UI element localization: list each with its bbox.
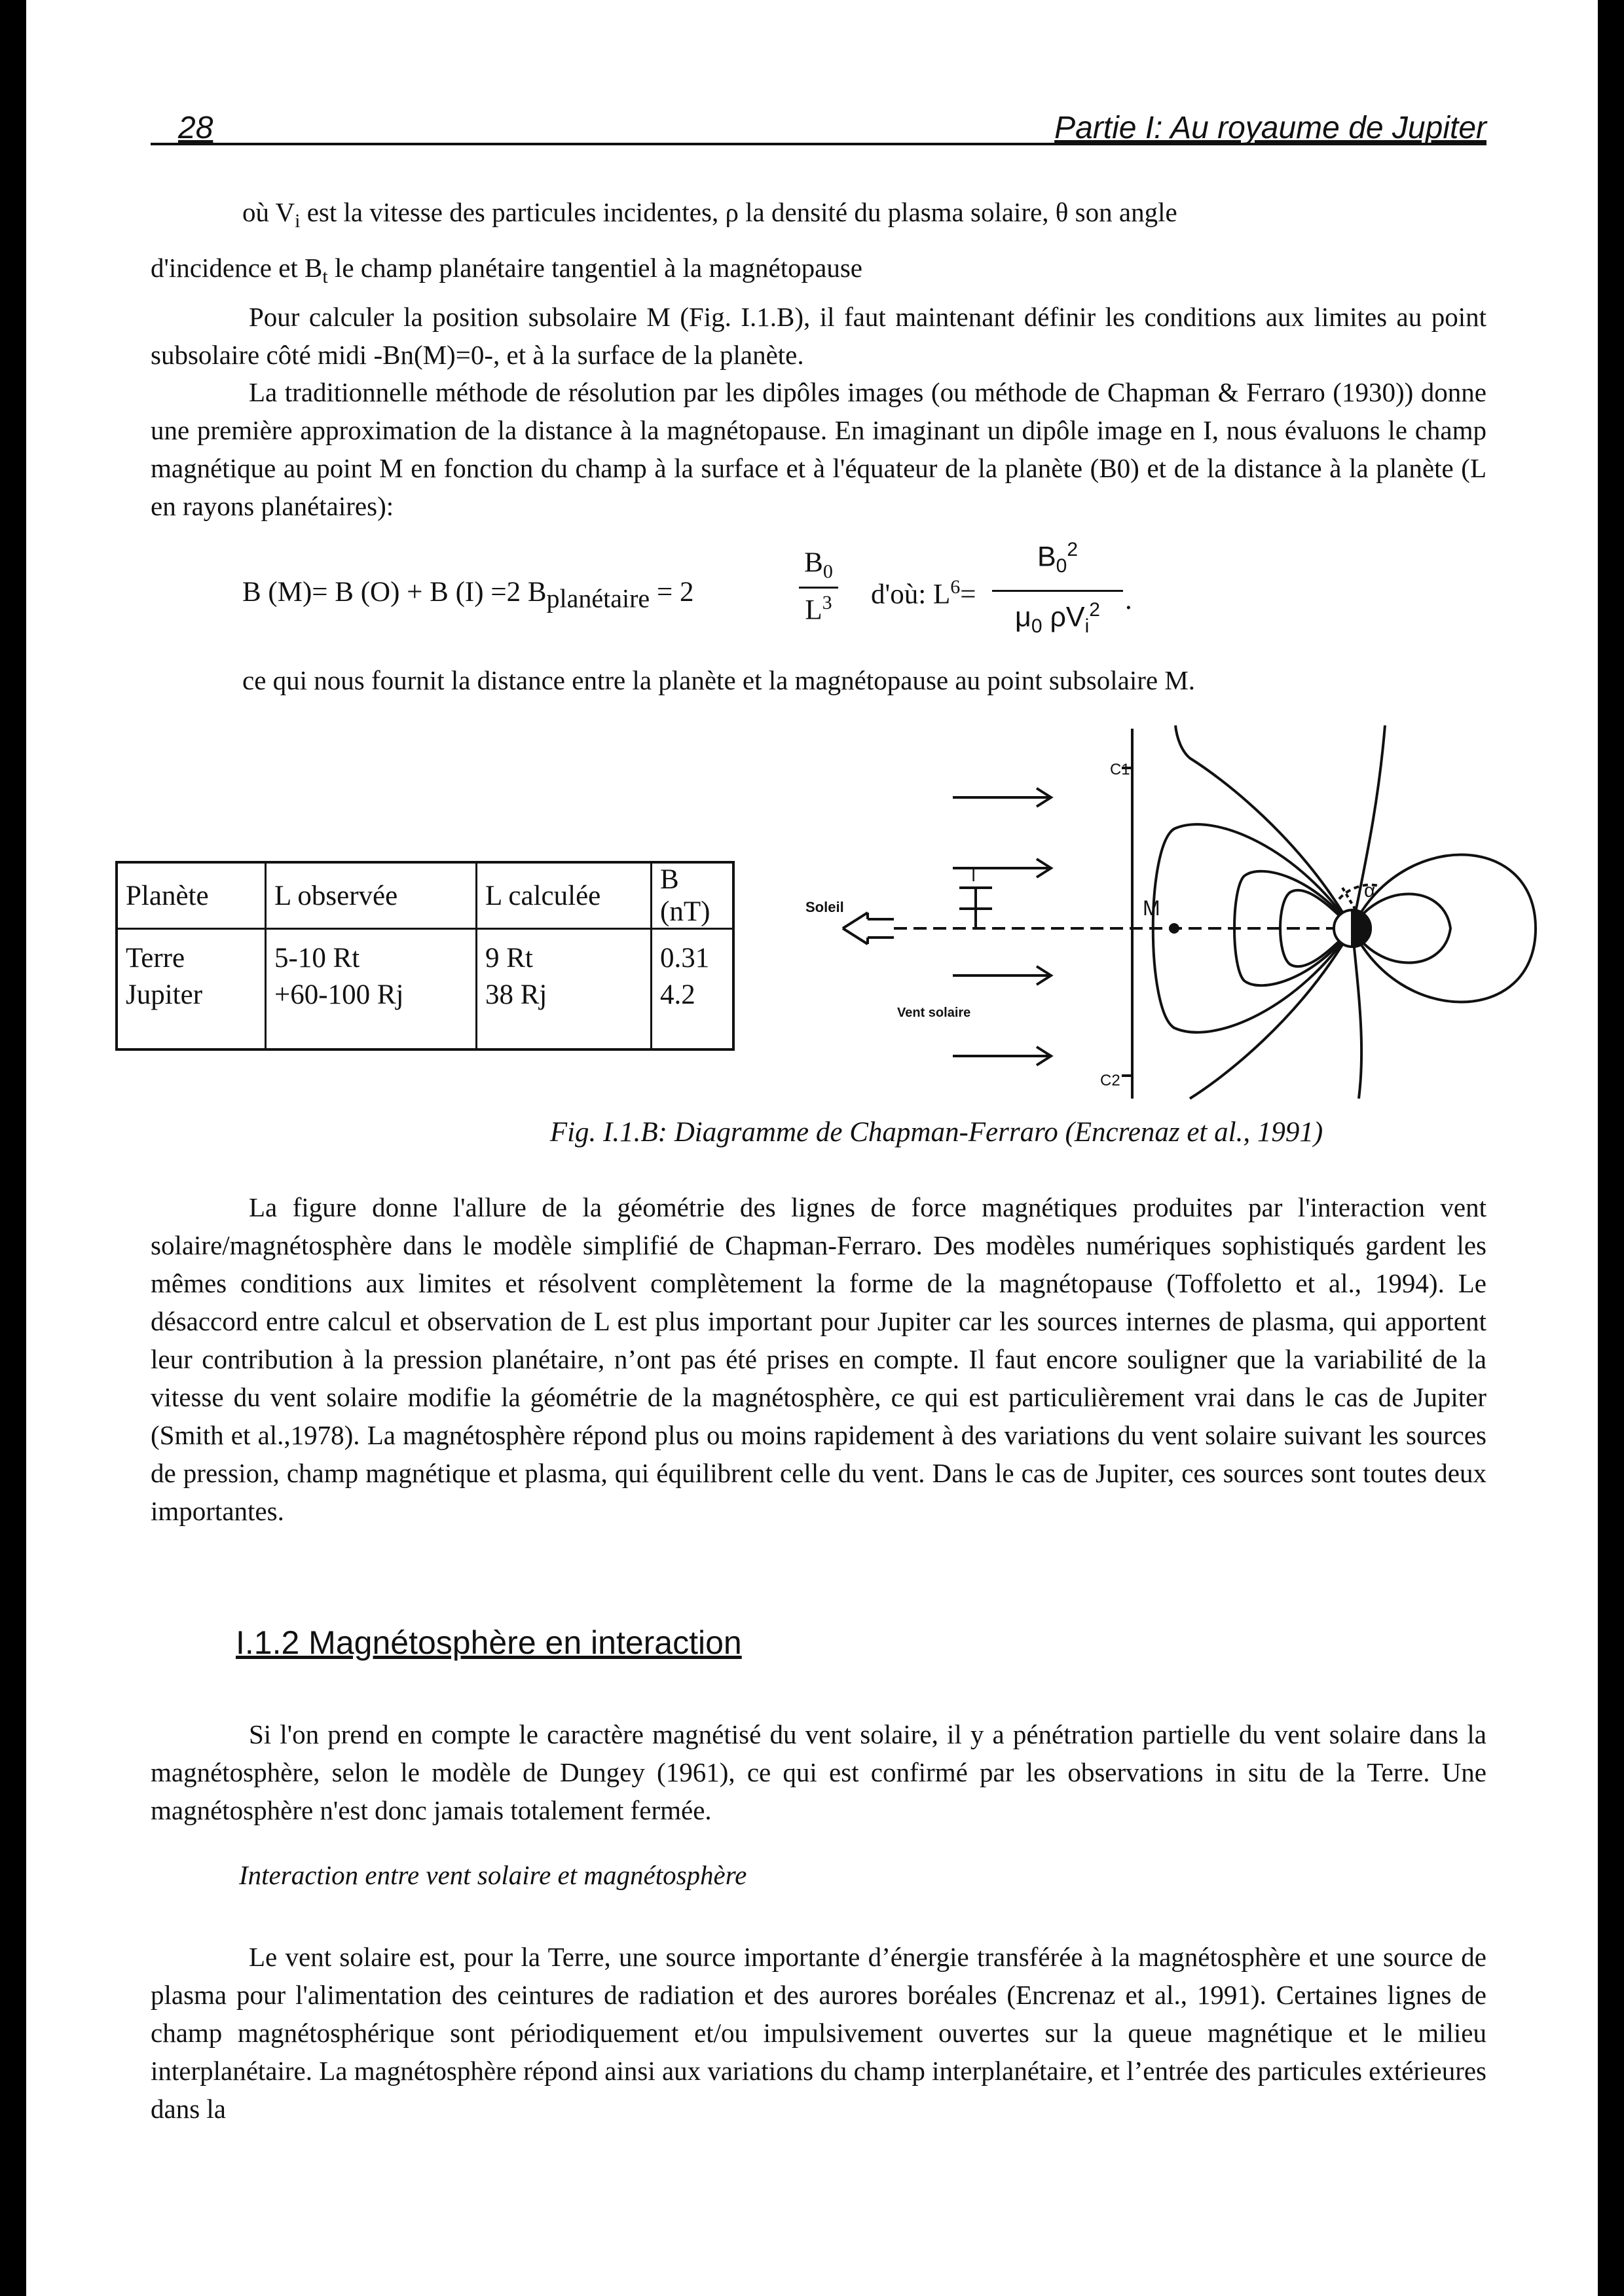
para7: Le vent solaire est, pour la Terre, une source importante d’énergie transférée à la magnétosphère et une source de plasma pour l'alimentation des ceintures de radiation et des aurores boréales (Encrenaz et al., 1991). Certaines lignes de champ magnétosphérique sont périodiquement et/ou impulsivement ouvertes sur la queue magnétique et le milieu interplanétaire. La magnétosphère répond ainsi aux variations du champ interplanétaire, et l’entrée des particules extérieures dans la — [151, 1942, 1487, 2124]
label-i: I — [971, 866, 976, 885]
table-cell: Jupiter — [126, 979, 203, 1010]
section-title: I.1.2 Magnétosphère en interaction — [236, 1624, 742, 1661]
label-c2: C2 — [1100, 1072, 1120, 1089]
point-m-marker — [1169, 923, 1179, 934]
table-cell: Terre — [126, 943, 185, 974]
label-alpha: α — [1364, 880, 1376, 902]
para6: Si l'on prend en compte le caractère magnétisé du vent solaire, il y a pénétration partielle du vent solaire dans la magnétosphère, selon le modèle de Dungey (1961), ce qui est confirmé par les observations in situ de la Terre. Une magnétosphère n'est donc jamais totalement fermée. — [151, 1719, 1486, 1825]
para5: La figure donne l'allure de la géométrie des lignes de force magnétiques produites par l'interaction vent solaire/magnétosphère dans le modèle simplifié de Chapman-Ferraro. Des modèles numériques sophistiqués gardent les mêmes conditions aux limites et résolvent complètement la forme de la magnétopause (Toffoletto et al., 1994). Le désaccord entre calcul et observation de L est plus important pour Jupiter car les sources internes de plasma, qui apportent leur contribution à la pression planétaire, n’ont pas été prises en compte. Il faut encore souligner que la variabilité de la vitesse du vent solaire modifie la géométrie de la magnétosphère, ce qui est particulièrement vrai dans le cas de Jupiter (Smith et al.,1978). La magnétosphère répond plus ou moins rapidement à des variations du vent solaire suivant les sources de pression, champ magnétique et plasma, qui équilibrent celle du vent. Dans le cas de Jupiter, ces sources sont toutes deux importantes. — [151, 1192, 1486, 1526]
table-row — [117, 929, 733, 1050]
figure-caption: Fig. I.1.B: Diagramme de Chapman-Ferraro (Encrenaz et al., 1991) — [549, 1117, 1323, 1148]
para2: Pour calculer la position subsolaire M (Fig. I.1.B), il faut maintenant définir les conditions aux limites au point subsolaire côté midi -Bn(M)=0-, et à la surface de la planète. — [151, 302, 1486, 370]
table-header: B (nT) — [652, 862, 734, 929]
label-m: M — [1143, 896, 1160, 920]
running-header — [151, 110, 1486, 145]
table-cell: +60-100 Rj — [274, 979, 404, 1010]
sun-direction-arrow — [843, 913, 894, 944]
para3: La traditionnelle méthode de résolution par les dipôles images (ou méthode de Chapman & Ferraro (1930)) donne une première approximation de la distance à la magnétopause. En imaginant un dipôle image en I, nous évaluons le champ magnétique au point M en fonction du champ à la surface et à l'équateur de la planète (B0) et de la distance à la planète (L en rayons planétaires): — [151, 377, 1486, 521]
table-cell: 0.31 — [660, 943, 710, 974]
chapman-ferraro-diagram — [789, 719, 1542, 1104]
label-c1: C1 — [1110, 761, 1130, 778]
planet-table — [115, 861, 735, 1051]
table-header-row — [117, 862, 733, 929]
table-cell: 5-10 Rt — [274, 943, 360, 974]
fraction-b0-l3: $B_0$ $L^3$ — [799, 549, 838, 625]
para1-line1: où $V_i$ est la vitesse des particules incidentes, ρ la densité du plasma solaire, θ son angle — [242, 197, 1177, 232]
table-cell: 9 Rt — [485, 943, 533, 974]
table-header: Planète — [117, 862, 266, 929]
para4: ce qui nous fournit la distance entre la planète et la magnétopause au point subsolaire M. — [242, 665, 1196, 695]
subheading: Interaction entre vent solaire et magnétosphère — [239, 1860, 747, 1890]
solar-wind-arrows — [953, 788, 1051, 1065]
table-header: L observée — [266, 862, 477, 929]
table-cell: 38 Rj — [485, 979, 547, 1010]
fraction-b0-mu: $B_0^2$ $\mu_0$ $\rho V_i^2$ — [992, 532, 1123, 645]
part-title: Partie I: Au royaume de Jupiter — [1054, 111, 1486, 145]
label-soleil: Soleil — [805, 899, 844, 915]
table-cell: 4.2 — [660, 979, 695, 1010]
para1-line2: d'incidence et $B_t$ le champ planétaire tangentiel à la magnétopause — [151, 253, 862, 288]
table-header: L calculée — [477, 862, 652, 929]
page-number: 28 — [178, 111, 213, 145]
label-vent-solaire: Vent solaire — [897, 1006, 971, 1020]
page: 28 Partie I: Au royaume de Jupiter où $V_i$ est la vitesse des particules incidentes, ρ la densité du plasma solaire, θ son angle d'incidence et $B_t$ le champ planétaire tangentiel à la magnétopause Pour calculer la position subsolaire M (Fig. I.1.B), il faut maintenant définir les conditions aux limites au point subsolaire côté midi -Bn(M)=0-, et à la surface de la planète. La traditionnelle méthode de résolution par les dipôles images (ou méthode de Chapman & Ferraro (1930)) donne une première approximation de la distance à la magnétopause. En imaginant un dipôle image en I, nous évaluons le champ magnétique au point M en fonction du champ à la surface et à l'équateur de la planète (B0) et de la distance à la planète (L en rayons planétaires): B (M)= B (O) + B (I) =2 $B_{planétaire} = 2$ $B_0$ $L^3$ d'où: $L^6=$ $B_0^2$ $\mu_0$ $\rho V_i^2$ . ce qui nous fournit la distance entre la planète et la magnétopause au point subsolaire M. Planète L observée L calculée B (nT) Terre Jupiter 5-10 Rt +60-100 Rj 9 Rt 38 Rj 0.31 4.2 Soleil Vent solaire I M C1 C2 α Fig. I.1.B: Diagramme de Chapman-Ferraro (Encrenaz et al., 1991) La figure donne l'allure de la géométrie des lignes de force magnétiques produites par l'interaction vent solaire/magnétosphère dans le modèle simplifié de Chapman-Ferraro. Des modèles numériques sophistiqués gardent les mêmes conditions aux limites et résolvent complètement la forme de la magnétopause (Toffoletto et al., 1994). Le désaccord entre calcul et observation de L est plus important pour Jupiter car les sources internes de plasma, qui apportent leur contribution à la pression planétaire, n’ont pas été prises en compte. Il faut encore souligner que la variabilité de la vitesse du vent solaire modifie la géométrie de la magnétosphère, ce qui est particulièrement vrai dans le cas de Jupiter (Smith et al.,1978). La magnétosphère répond plus ou moins rapidement à des variations du vent solaire suivant les sources de pression, champ magnétique et plasma, qui équilibrent celle du vent. Dans le cas de Jupiter, ces sources sont toutes deux importantes. I.1.2 Magnétosphère en interaction Si l'on prend en compte le caractère magnétisé du vent solaire, il y a pénétration partielle du vent solaire dans la magnétosphère, selon le modèle de Dungey (1961), ce qui est confirmé par les observations in situ de la Terre. Une magnétosphère n'est donc jamais totalement fermée. Interaction entre vent solaire et magnétosphère Le vent solaire est, pour la Terre, une source importante d’énergie transférée à la magnétosphère et une source de plasma pour l'alimentation des ceintures de radiation et des aurores boréales (Encrenaz et al., 1991). Certaines lignes de champ magnétosphérique sont périodiquement et/ou impulsivement ouvertes sur la queue magnétique et le milieu interplanétaire. La magnétosphère répond ainsi aux variations du champ interplanétaire, et l’entrée des particules extérieures dans la — [26, 0, 1598, 2296]
